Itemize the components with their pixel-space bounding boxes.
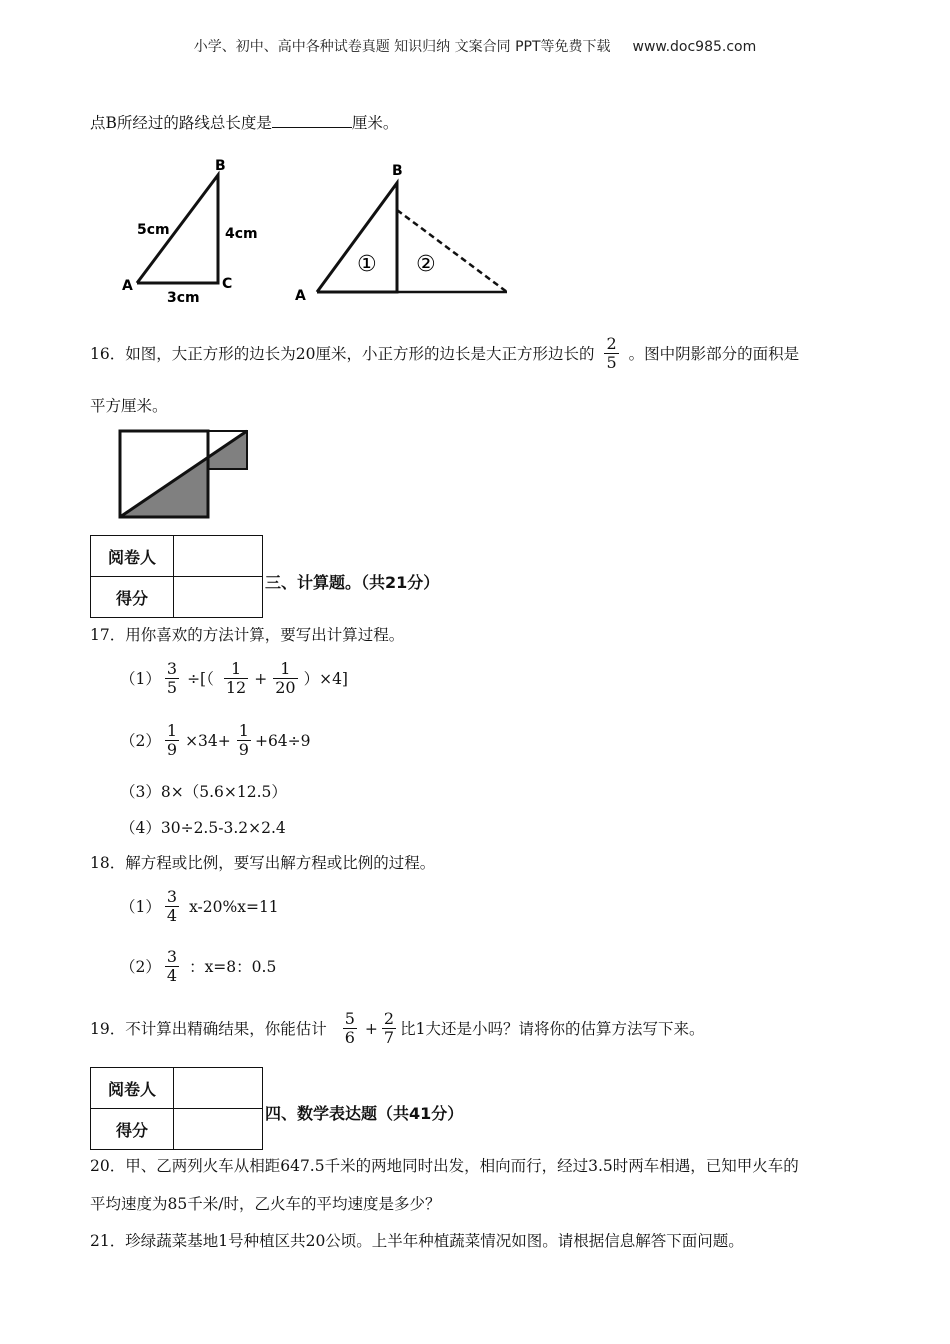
q17-part4: （4）30÷2.5-3.2×2.4 [120,819,286,837]
q17-p2-frac2: $\frac{1}{9}$ [238,721,249,760]
q17-p1-op2: + [254,669,268,688]
q18-p1-frac: $\frac{3}{4}$ [166,887,178,926]
q18-part2 [120,948,276,985]
label-b2: B [392,163,403,179]
q18-p2-idx: （2） [120,957,161,976]
q19-op: + [364,1019,378,1038]
q17-p1-op1: ÷[（ [187,669,214,688]
q16-text-b: 。图中阴影部分的面积是 [628,344,800,363]
q18-part1 [120,888,279,925]
score-label: 得分 [91,1109,174,1150]
q17-p2-op1: ×34+ [185,731,231,750]
page-header [0,36,950,56]
score-label: 得分 [91,577,174,618]
reviewer-label: 阅卷人 [91,1068,174,1109]
label-a: A [122,278,133,294]
q19-frac1: $\frac{5}{6}$ [344,1009,355,1048]
q17-p1-idx: （1） [120,669,161,688]
q18-p2-rest: ：x=8：0.5 [189,957,277,976]
q18-p2-frac: $\frac{3}{4}$ [166,947,178,986]
q17-part3: （3）8×（5.6×12.5） [120,783,287,801]
q17-p2-op2: +64÷9 [254,731,311,750]
q19-frac2: $\frac{2}{7}$ [383,1009,395,1048]
region-2-label: ② [416,252,436,277]
q15-text-before: 点B所经过的路线总长度是 [90,114,272,132]
triangle-2-hypotenuse [397,210,507,292]
side-ab-label: 5cm [137,222,170,238]
q18-stem: 18．解方程或比例，要写出解方程或比例的过程。 [90,854,436,872]
q19-text [90,1010,704,1047]
score-box[interactable] [174,577,263,618]
q17-part2 [120,722,311,759]
q15-answer-blank[interactable] [272,113,352,128]
q16-text [90,335,799,372]
q16-frac-den: 5 [606,353,617,373]
q17-p1-op3: ）×4] [303,669,348,688]
q17-p1-frac3: $\frac{1}{20}$ [275,659,296,698]
q15-rotation-figure [285,155,525,305]
header-url[interactable]: www.doc985.com [632,39,757,55]
q16-text-a: 16．如图，大正方形的边长为20厘米，小正方形的边长是大正方形边长的 [90,344,595,363]
q17-p2-frac1: $\frac{1}{9}$ [166,721,178,760]
q16-fraction [604,335,618,372]
section4-grade-table [90,1067,263,1150]
q16-text-c: 平方厘米。 [90,397,168,415]
reviewer-box[interactable] [174,1068,263,1109]
reviewer-label: 阅卷人 [91,536,174,577]
q19-text-a: 19．不计算出精确结果，你能估计 [90,1019,327,1038]
q19-text-b: 比1大还是小吗？请将你的估算方法写下来。 [400,1019,705,1038]
score-box[interactable] [174,1109,263,1150]
side-bc-label: 4cm [225,226,258,242]
reviewer-box[interactable] [174,536,263,577]
section4-title: 四、数学表达题（共41分） [265,1104,464,1123]
q17-p2-idx: （2） [120,731,161,750]
q17-p1-frac1: $\frac{3}{5}$ [166,659,178,698]
section3-title: 三、计算题。（共21分） [265,573,440,592]
q20-line1: 20．甲、乙两列火车从相距647.5千米的两地同时出发，相向而行，经过3.5时两车相遇，已知甲火车的 [90,1157,799,1175]
region-1-label: ① [357,252,377,277]
q17-p1-frac2: $\frac{1}{12}$ [225,659,247,698]
section3-grade-table [90,535,263,618]
side-ac-label: 3cm [167,290,200,306]
q18-p1-rest: x-20%x=11 [189,897,279,916]
q15-text-after: 厘米。 [351,114,399,132]
q15-text [90,113,398,133]
q18-p1-idx: （1） [120,897,161,916]
label-a2: A [295,288,306,304]
q20-line2: 平均速度为85千米/时，乙火车的平均速度是多少？ [90,1195,441,1213]
label-c: C [222,276,233,292]
q15-triangle-figure [110,150,270,310]
q17-stem: 17．用你喜欢的方法计算，要写出计算过程。 [90,626,405,644]
q16-squares-figure [110,425,260,525]
q17-part1 [120,660,348,697]
q21-text: 21．珍绿蔬菜基地1号种植区共20公顷。上半年种植蔬菜情况如图。请根据信息解答下面问题。 [90,1232,744,1250]
label-b: B [215,158,226,174]
header-text: 小学、初中、高中各种试卷真题 知识归纳 文案合同 PPT等免费下载 [193,39,611,55]
q16-frac-num: 2 [606,334,617,353]
